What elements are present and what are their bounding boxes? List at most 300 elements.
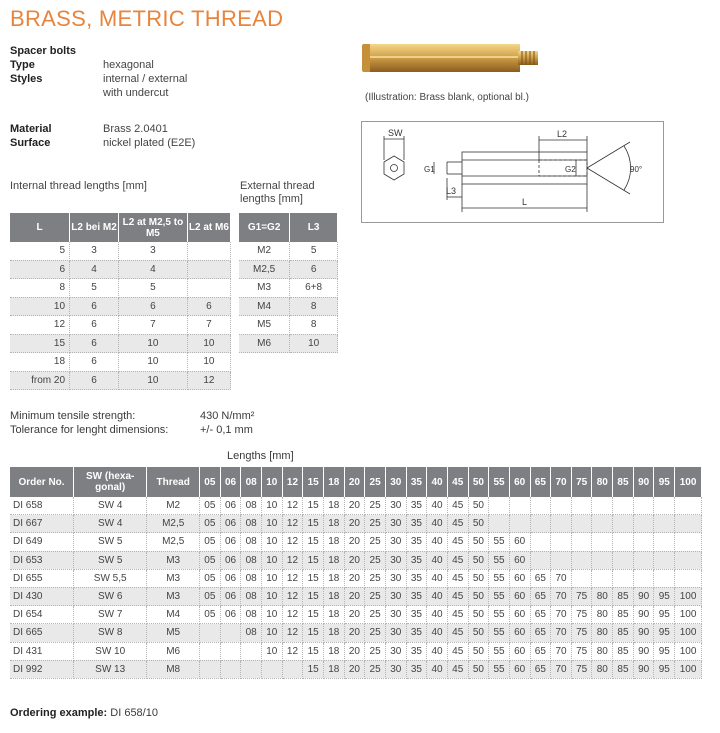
table-cell bbox=[633, 551, 654, 569]
table-cell bbox=[675, 551, 702, 569]
table-cell: 6 bbox=[70, 297, 119, 316]
table-cell: 12 bbox=[282, 606, 303, 624]
table-cell: SW 6 bbox=[74, 587, 147, 605]
column-header: 90 bbox=[633, 467, 654, 497]
table-cell: 12 bbox=[10, 316, 70, 335]
table-cell: 100 bbox=[675, 642, 702, 660]
table-cell bbox=[241, 642, 262, 660]
properties bbox=[10, 409, 254, 437]
column-header: L3 bbox=[290, 213, 338, 242]
table-cell: 85 bbox=[613, 606, 634, 624]
spec-label bbox=[10, 86, 103, 100]
table-cell: 12 bbox=[282, 642, 303, 660]
spec-value: hexagonal bbox=[103, 59, 154, 71]
table-cell: 55 bbox=[489, 624, 510, 642]
table-cell bbox=[633, 569, 654, 587]
table-cell: 20 bbox=[344, 515, 365, 533]
table-cell bbox=[551, 551, 572, 569]
table-cell: 15 bbox=[303, 533, 324, 551]
table-cell: 15 bbox=[303, 587, 324, 605]
table-cell bbox=[220, 642, 241, 660]
table-cell bbox=[633, 533, 654, 551]
table-cell: 35 bbox=[406, 515, 427, 533]
table-cell: 15 bbox=[303, 642, 324, 660]
table-cell: 8 bbox=[290, 297, 338, 316]
table-cell: 50 bbox=[468, 587, 489, 605]
table-cell: 30 bbox=[385, 569, 406, 587]
prop-label: Tolerance for lenght dimensions: bbox=[10, 424, 169, 436]
column-header: 65 bbox=[530, 467, 551, 497]
table-cell: 08 bbox=[241, 624, 262, 642]
table-cell: 5 bbox=[119, 279, 188, 298]
table-cell bbox=[187, 242, 230, 260]
table-cell: 30 bbox=[385, 587, 406, 605]
table-cell: 45 bbox=[447, 642, 468, 660]
column-header: L bbox=[10, 213, 70, 242]
column-header: 08 bbox=[241, 467, 262, 497]
table-cell: 45 bbox=[447, 533, 468, 551]
table-cell: 90 bbox=[633, 624, 654, 642]
column-header: 35 bbox=[406, 467, 427, 497]
table-cell: M8 bbox=[147, 660, 200, 678]
table-cell: 08 bbox=[241, 497, 262, 515]
table-row bbox=[10, 533, 702, 551]
table-cell: 20 bbox=[344, 569, 365, 587]
column-header: 10 bbox=[261, 467, 282, 497]
table-cell: 20 bbox=[344, 624, 365, 642]
table-cell: 25 bbox=[365, 642, 386, 660]
label-g2: G2 bbox=[565, 165, 576, 174]
table-cell: DI 649 bbox=[10, 533, 74, 551]
table-cell: 06 bbox=[220, 551, 241, 569]
table-cell: 60 bbox=[509, 569, 530, 587]
table-cell bbox=[489, 497, 510, 515]
column-header: 70 bbox=[551, 467, 572, 497]
table-cell: 10 bbox=[261, 606, 282, 624]
external-heading: External thread lengths [mm] bbox=[240, 180, 315, 205]
table-cell: 20 bbox=[344, 533, 365, 551]
product-photo bbox=[360, 36, 540, 80]
table-row bbox=[239, 279, 338, 298]
table-cell bbox=[633, 497, 654, 515]
table-cell: 15 bbox=[303, 624, 324, 642]
table-cell: SW 5 bbox=[74, 533, 147, 551]
table-cell: 12 bbox=[282, 533, 303, 551]
table-cell bbox=[654, 551, 675, 569]
table-row bbox=[239, 260, 338, 279]
spec-value: nickel plated (E2E) bbox=[103, 137, 196, 149]
table-cell bbox=[551, 515, 572, 533]
table-cell: M4 bbox=[147, 606, 200, 624]
table-cell: 08 bbox=[241, 606, 262, 624]
table-cell: SW 4 bbox=[74, 515, 147, 533]
table-cell: 12 bbox=[282, 551, 303, 569]
table-cell: 70 bbox=[551, 587, 572, 605]
table-cell: 30 bbox=[385, 533, 406, 551]
table-cell: 90 bbox=[633, 587, 654, 605]
table-cell bbox=[261, 660, 282, 678]
table-cell: 35 bbox=[406, 497, 427, 515]
table-cell: 95 bbox=[654, 642, 675, 660]
table-cell: 70 bbox=[551, 642, 572, 660]
table-cell bbox=[200, 660, 221, 678]
table-cell: 05 bbox=[200, 533, 221, 551]
table-cell: DI 653 bbox=[10, 551, 74, 569]
table-cell bbox=[571, 569, 592, 587]
table-cell: 75 bbox=[571, 587, 592, 605]
table-cell: 30 bbox=[385, 642, 406, 660]
table-cell: 15 bbox=[303, 569, 324, 587]
table-cell: 20 bbox=[344, 587, 365, 605]
table-cell: 10 bbox=[261, 533, 282, 551]
table-row bbox=[10, 515, 702, 533]
label-angle: 90° bbox=[630, 165, 643, 174]
column-header: 30 bbox=[385, 467, 406, 497]
table-cell: 75 bbox=[571, 642, 592, 660]
table-cell: 08 bbox=[241, 569, 262, 587]
table-cell: 80 bbox=[592, 642, 613, 660]
table-cell: 40 bbox=[427, 551, 448, 569]
table-cell: 25 bbox=[365, 515, 386, 533]
table-cell: M6 bbox=[239, 334, 290, 353]
table-cell bbox=[675, 533, 702, 551]
table-cell: 70 bbox=[551, 660, 572, 678]
table-row bbox=[10, 497, 702, 515]
prop-label: Minimum tensile strength: bbox=[10, 410, 136, 422]
table-cell bbox=[592, 569, 613, 587]
table-row bbox=[10, 297, 231, 316]
table-cell: 60 bbox=[509, 660, 530, 678]
table-cell: 25 bbox=[365, 497, 386, 515]
table-cell: 10 bbox=[187, 334, 230, 353]
page-title: BRASS, METRIC THREAD bbox=[10, 6, 284, 31]
table-cell: 60 bbox=[509, 587, 530, 605]
table-cell bbox=[282, 660, 303, 678]
column-header: 15 bbox=[303, 467, 324, 497]
table-cell: 06 bbox=[220, 515, 241, 533]
table-cell: DI 658 bbox=[10, 497, 74, 515]
table-cell: 4 bbox=[119, 260, 188, 279]
technical-drawing bbox=[361, 121, 664, 223]
table-cell: 15 bbox=[303, 660, 324, 678]
table-cell: 85 bbox=[613, 624, 634, 642]
table-cell: 15 bbox=[303, 551, 324, 569]
table-cell: 45 bbox=[447, 515, 468, 533]
table-cell: SW 5 bbox=[74, 551, 147, 569]
table-cell: 05 bbox=[200, 587, 221, 605]
column-header: 06 bbox=[220, 467, 241, 497]
table-cell: 60 bbox=[509, 642, 530, 660]
table-cell: 40 bbox=[427, 497, 448, 515]
table-cell: 6 bbox=[70, 334, 119, 353]
spec-value bbox=[103, 44, 250, 58]
table-cell: 95 bbox=[654, 624, 675, 642]
table-cell: 20 bbox=[344, 497, 365, 515]
spec-label: Type bbox=[10, 59, 35, 71]
table-cell: M5 bbox=[147, 624, 200, 642]
table-cell: SW 13 bbox=[74, 660, 147, 678]
table-cell: 18 bbox=[323, 660, 344, 678]
table-cell: 90 bbox=[633, 642, 654, 660]
table-cell bbox=[592, 515, 613, 533]
table-cell: 30 bbox=[385, 624, 406, 642]
table-cell: 18 bbox=[323, 497, 344, 515]
table-cell bbox=[509, 515, 530, 533]
table-cell: SW 10 bbox=[74, 642, 147, 660]
table-cell: 65 bbox=[530, 624, 551, 642]
table-cell: 20 bbox=[344, 606, 365, 624]
table-cell bbox=[613, 533, 634, 551]
table-cell bbox=[592, 551, 613, 569]
table-cell: 10 bbox=[119, 371, 188, 390]
table-cell: 7 bbox=[119, 316, 188, 335]
table-cell: 35 bbox=[406, 624, 427, 642]
table-cell: 8 bbox=[290, 316, 338, 335]
table-cell: DI 992 bbox=[10, 660, 74, 678]
table-cell: 8 bbox=[10, 279, 70, 298]
table-cell: 55 bbox=[489, 606, 510, 624]
table-cell: 18 bbox=[323, 569, 344, 587]
table-cell: 18 bbox=[323, 624, 344, 642]
table-cell: 40 bbox=[427, 624, 448, 642]
table-row bbox=[10, 260, 231, 279]
table-row bbox=[10, 353, 231, 372]
label-l2: L2 bbox=[557, 129, 568, 139]
table-cell: 12 bbox=[282, 587, 303, 605]
table-cell: M3 bbox=[147, 569, 200, 587]
internal-heading: Internal thread lengths [mm] bbox=[10, 180, 147, 192]
table-cell: 18 bbox=[323, 515, 344, 533]
table-cell bbox=[571, 515, 592, 533]
table-cell: 05 bbox=[200, 551, 221, 569]
column-header: 50 bbox=[468, 467, 489, 497]
column-header: 40 bbox=[427, 467, 448, 497]
table-cell: 40 bbox=[427, 533, 448, 551]
table-cell: 65 bbox=[530, 660, 551, 678]
spec-label: Styles bbox=[10, 73, 43, 85]
table-cell: 35 bbox=[406, 569, 427, 587]
table-cell: 10 bbox=[261, 551, 282, 569]
table-cell: 5 bbox=[10, 242, 70, 260]
table-cell bbox=[654, 533, 675, 551]
table-cell bbox=[675, 569, 702, 587]
table-cell bbox=[571, 497, 592, 515]
table-cell: 6 bbox=[10, 260, 70, 279]
external-thread-table bbox=[239, 213, 338, 353]
table-cell: 15 bbox=[303, 515, 324, 533]
table-cell: 35 bbox=[406, 587, 427, 605]
table-cell: 70 bbox=[551, 569, 572, 587]
illustration-caption: (Illustration: Brass blank, optional bl.) bbox=[365, 92, 529, 103]
column-header: Thread bbox=[147, 467, 200, 497]
table-cell: 30 bbox=[385, 660, 406, 678]
table-cell: 35 bbox=[406, 642, 427, 660]
table-cell bbox=[654, 515, 675, 533]
spec-value: with undercut bbox=[103, 87, 169, 99]
table-cell: 12 bbox=[187, 371, 230, 390]
table-cell bbox=[530, 551, 551, 569]
table-cell: 06 bbox=[220, 569, 241, 587]
table-row bbox=[10, 569, 702, 587]
table-cell bbox=[220, 624, 241, 642]
table-cell: 05 bbox=[200, 497, 221, 515]
table-cell: 70 bbox=[551, 606, 572, 624]
table-row bbox=[10, 279, 231, 298]
table-cell: 55 bbox=[489, 569, 510, 587]
table-cell: 30 bbox=[385, 515, 406, 533]
table-cell: 10 bbox=[119, 334, 188, 353]
table-cell: DI 665 bbox=[10, 624, 74, 642]
table-cell bbox=[613, 515, 634, 533]
table-cell: 70 bbox=[551, 624, 572, 642]
table-cell: 12 bbox=[282, 497, 303, 515]
table-cell: 5 bbox=[70, 279, 119, 298]
table-cell: 12 bbox=[282, 569, 303, 587]
table-cell: 6 bbox=[70, 316, 119, 335]
table-cell bbox=[509, 497, 530, 515]
table-cell: 5 bbox=[290, 242, 338, 260]
table-cell: 55 bbox=[489, 533, 510, 551]
column-header: L2 at M2,5 to M5 bbox=[119, 213, 188, 242]
table-cell: 35 bbox=[406, 606, 427, 624]
table-row bbox=[10, 316, 231, 335]
spec-label: Material bbox=[10, 123, 52, 135]
table-cell: DI 654 bbox=[10, 606, 74, 624]
column-header: 18 bbox=[323, 467, 344, 497]
table-cell bbox=[187, 260, 230, 279]
spec-list bbox=[10, 44, 250, 150]
spec-label: Spacer bolts bbox=[10, 45, 77, 57]
table-row bbox=[239, 242, 338, 260]
table-cell: 95 bbox=[654, 587, 675, 605]
column-header: 75 bbox=[571, 467, 592, 497]
table-cell: 12 bbox=[282, 624, 303, 642]
table-cell: 25 bbox=[365, 551, 386, 569]
table-cell: 45 bbox=[447, 606, 468, 624]
table-cell: SW 5,5 bbox=[74, 569, 147, 587]
table-cell: 08 bbox=[241, 533, 262, 551]
table-cell: 60 bbox=[509, 624, 530, 642]
table-cell: 45 bbox=[447, 569, 468, 587]
table-cell: 6 bbox=[119, 297, 188, 316]
label-l: L bbox=[522, 197, 528, 207]
table-cell: 80 bbox=[592, 587, 613, 605]
prop-value: 430 N/mm² bbox=[200, 410, 255, 422]
table-cell: 55 bbox=[489, 587, 510, 605]
column-header: L2 at M6 bbox=[187, 213, 230, 242]
column-header: 55 bbox=[489, 467, 510, 497]
table-cell: 10 bbox=[261, 587, 282, 605]
table-cell: 10 bbox=[119, 353, 188, 372]
table-cell: 10 bbox=[261, 569, 282, 587]
table-cell: DI 431 bbox=[10, 642, 74, 660]
table-cell: 50 bbox=[468, 606, 489, 624]
table-cell: M5 bbox=[239, 316, 290, 335]
table-cell: DI 655 bbox=[10, 569, 74, 587]
ordering-example bbox=[10, 707, 158, 719]
table-cell: 25 bbox=[365, 624, 386, 642]
table-cell: 6+8 bbox=[290, 279, 338, 298]
table-cell bbox=[551, 497, 572, 515]
table-cell: 7 bbox=[187, 316, 230, 335]
table-cell: 55 bbox=[489, 551, 510, 569]
table-cell: 100 bbox=[675, 587, 702, 605]
table-cell: 06 bbox=[220, 606, 241, 624]
table-cell bbox=[200, 642, 221, 660]
label-l3: L3 bbox=[446, 186, 457, 196]
column-header: 60 bbox=[509, 467, 530, 497]
table-cell: SW 8 bbox=[74, 624, 147, 642]
lengths-heading: Lengths [mm] bbox=[227, 450, 294, 462]
table-cell: 60 bbox=[509, 606, 530, 624]
table-cell: DI 430 bbox=[10, 587, 74, 605]
table-cell: 90 bbox=[633, 660, 654, 678]
table-cell: M2 bbox=[147, 497, 200, 515]
table-cell: 10 bbox=[10, 297, 70, 316]
table-cell: 90 bbox=[633, 606, 654, 624]
table-cell bbox=[633, 515, 654, 533]
table-cell: 75 bbox=[571, 624, 592, 642]
table-cell: 10 bbox=[261, 497, 282, 515]
table-cell: 100 bbox=[675, 606, 702, 624]
table-cell: 6 bbox=[187, 297, 230, 316]
table-row bbox=[10, 624, 702, 642]
table-cell bbox=[613, 569, 634, 587]
table-cell: 50 bbox=[468, 642, 489, 660]
table-cell: 10 bbox=[290, 334, 338, 353]
table-cell: from 20 bbox=[10, 371, 70, 390]
table-cell: 85 bbox=[613, 587, 634, 605]
column-header: SW (hexa-gonal) bbox=[74, 467, 147, 497]
table-cell: 15 bbox=[303, 497, 324, 515]
table-cell: 40 bbox=[427, 587, 448, 605]
table-cell: 95 bbox=[654, 606, 675, 624]
column-header: 20 bbox=[344, 467, 365, 497]
table-cell: DI 667 bbox=[10, 515, 74, 533]
table-cell: 30 bbox=[385, 497, 406, 515]
table-cell: M3 bbox=[239, 279, 290, 298]
table-cell: 40 bbox=[427, 515, 448, 533]
table-cell: 40 bbox=[427, 642, 448, 660]
table-cell: 85 bbox=[613, 642, 634, 660]
table-cell: M3 bbox=[147, 551, 200, 569]
table-cell: 40 bbox=[427, 569, 448, 587]
spec-value: internal / external bbox=[103, 73, 188, 85]
table-cell bbox=[187, 279, 230, 298]
table-cell: 18 bbox=[323, 587, 344, 605]
ordering-example-label: Ordering example: bbox=[10, 707, 108, 719]
table-cell bbox=[530, 515, 551, 533]
table-cell: 60 bbox=[509, 533, 530, 551]
table-row bbox=[239, 316, 338, 335]
table-cell bbox=[571, 551, 592, 569]
table-cell: 3 bbox=[119, 242, 188, 260]
table-row bbox=[10, 587, 702, 605]
table-cell: 100 bbox=[675, 624, 702, 642]
table-cell: 95 bbox=[654, 660, 675, 678]
table-cell: M4 bbox=[239, 297, 290, 316]
column-header: 85 bbox=[613, 467, 634, 497]
internal-thread-table bbox=[10, 213, 231, 390]
table-cell: 6 bbox=[70, 371, 119, 390]
table-cell: 75 bbox=[571, 660, 592, 678]
table-cell: 55 bbox=[489, 642, 510, 660]
table-cell: 65 bbox=[530, 606, 551, 624]
table-cell: 50 bbox=[468, 569, 489, 587]
table-cell: 15 bbox=[303, 606, 324, 624]
table-cell: 10 bbox=[261, 624, 282, 642]
table-row bbox=[239, 297, 338, 316]
